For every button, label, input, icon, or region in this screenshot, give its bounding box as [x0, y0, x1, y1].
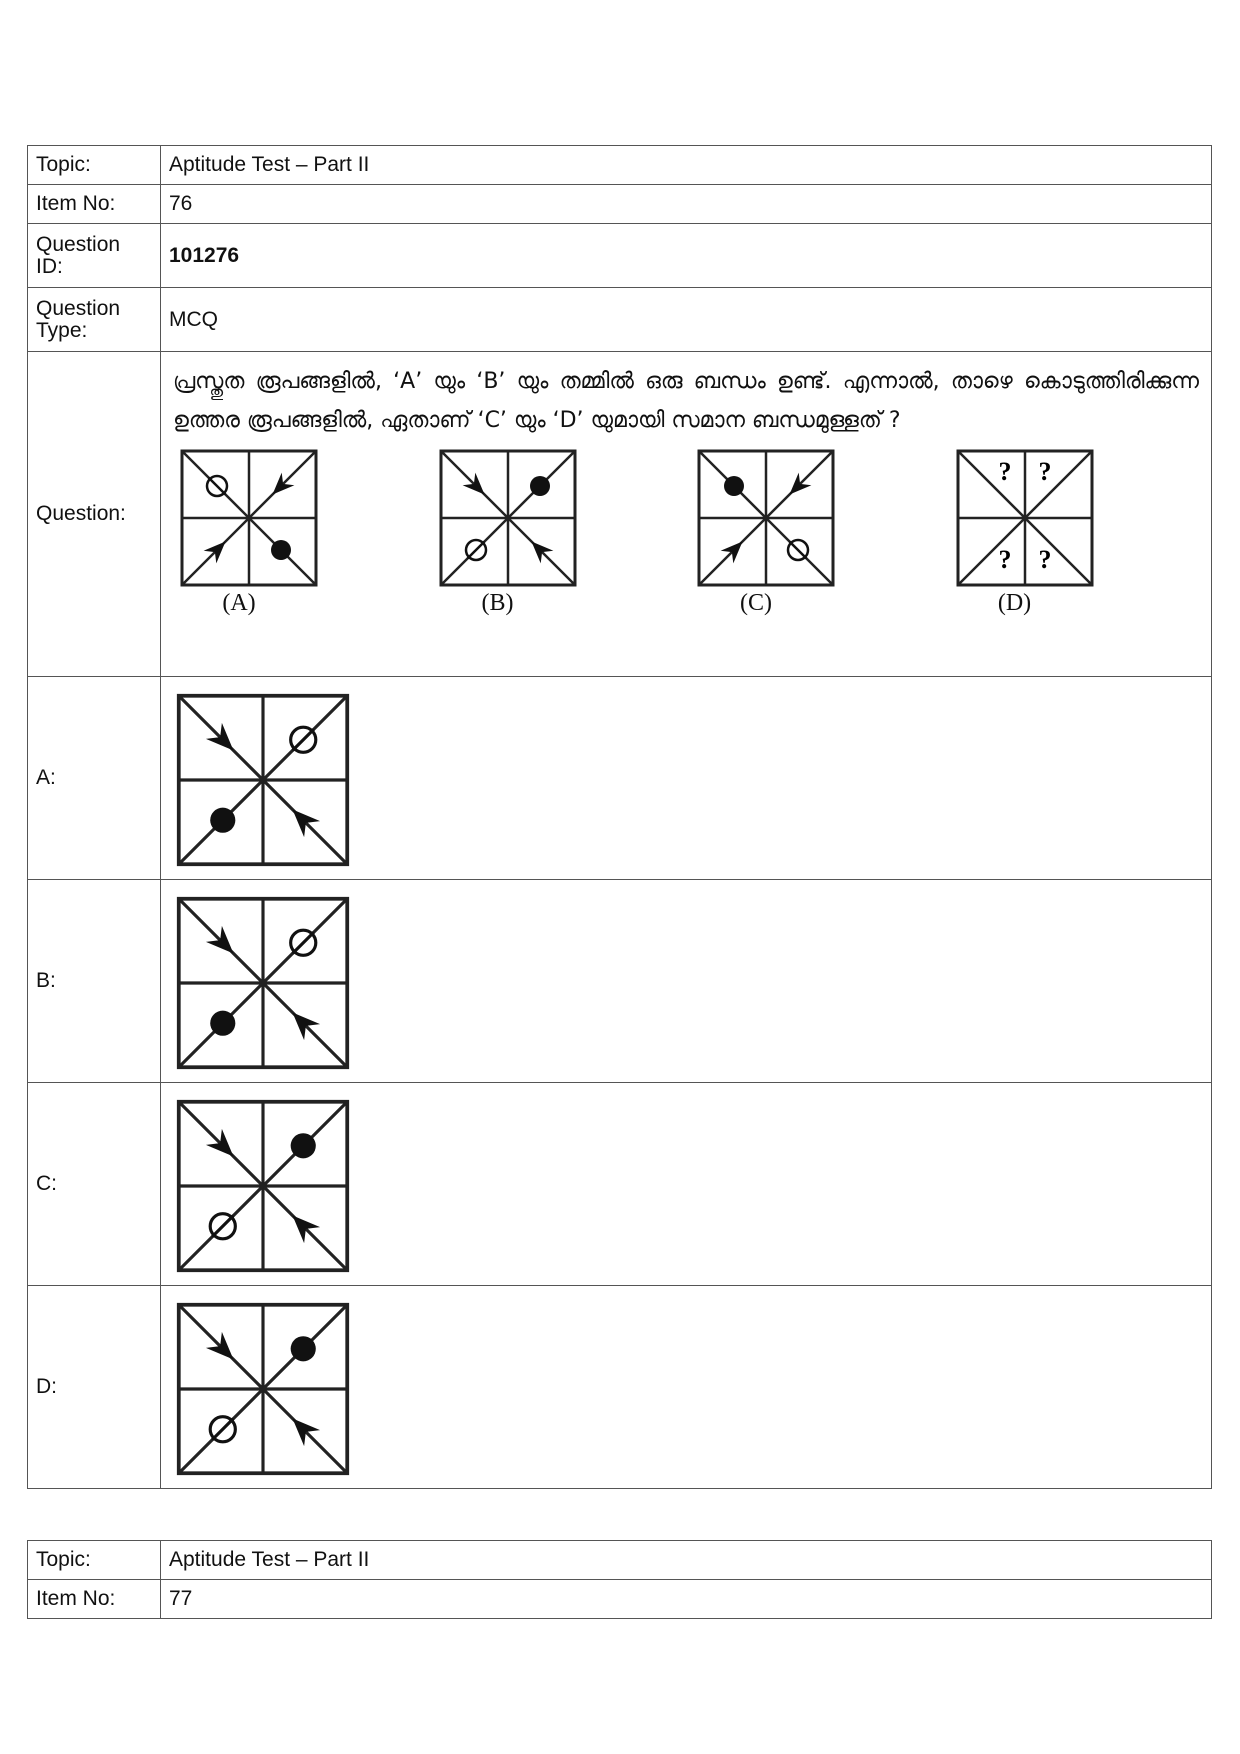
question-id-row — [28, 224, 1212, 288]
question-label: Question: — [28, 352, 161, 677]
question-mark-tl: ? — [998, 457, 1011, 486]
question-table-77 — [27, 1540, 1212, 1619]
option-d-diagram[interactable] — [175, 1301, 351, 1477]
figure-d-label: (D) — [997, 590, 1032, 616]
figure-b — [428, 448, 687, 617]
figure-c — [686, 448, 945, 617]
topic-row — [28, 146, 1212, 185]
topic-label-77: Topic: — [28, 1541, 161, 1580]
question-table-76 — [27, 145, 1212, 1489]
filled-circle — [530, 476, 550, 496]
topic-value: Aptitude Test – Part II — [161, 146, 1212, 185]
filled-circle — [210, 808, 235, 833]
question-id-value: 101276 — [161, 224, 1212, 288]
question-row — [28, 352, 1212, 677]
question-mark-br: ? — [1038, 545, 1051, 574]
option-b-label: B: — [28, 880, 161, 1083]
option-b-diagram[interactable] — [175, 895, 351, 1071]
item-no-label: Item No: — [28, 185, 161, 224]
option-d-content[interactable] — [161, 1286, 1212, 1489]
topic-value-77: Aptitude Test – Part II — [161, 1541, 1212, 1580]
item-no-label-77: Item No: — [28, 1580, 161, 1619]
figure-a — [169, 448, 428, 617]
figure-a-diagram — [179, 448, 319, 588]
item-no-value: 76 — [161, 185, 1212, 224]
question-text: പ്രസ്തുത രൂപങ്ങളിൽ, ‘A’ യും ‘B’ യും തമ്മിൽ ഒരു ബന്ധം ഉണ്ട്. എന്നാൽ, താഴെ കൊടുത്തിരിക്കുന്ന ഉത്തര രൂപങ്ങളിൽ, ഏതാണ് ‘C’ യും ‘D’ യുമായി സമാന ബന്ധമുള്ളത് ? — [173, 369, 1199, 433]
item-no-row-77 — [28, 1580, 1212, 1619]
topic-label: Topic: — [28, 146, 161, 185]
option-d-label: D: — [28, 1286, 161, 1489]
question-mark-tr: ? — [1038, 457, 1051, 486]
option-b-content[interactable] — [161, 880, 1212, 1083]
figure-c-label: (C) — [740, 590, 772, 616]
item-no-row — [28, 185, 1212, 224]
option-a-content[interactable] — [161, 677, 1212, 880]
figure-c-diagram — [696, 448, 836, 588]
filled-circle — [291, 1336, 316, 1361]
question-content — [161, 352, 1212, 677]
option-a-diagram[interactable] — [175, 692, 351, 868]
question-figures — [169, 448, 1203, 617]
question-type-row — [28, 288, 1212, 352]
question-type-value: MCQ — [161, 288, 1212, 352]
option-c-content[interactable] — [161, 1083, 1212, 1286]
filled-circle — [271, 540, 291, 560]
topic-row-77 — [28, 1541, 1212, 1580]
question-type-label: Question Type: — [28, 288, 161, 352]
option-c-label: C: — [28, 1083, 161, 1286]
option-a-row — [28, 677, 1212, 880]
figure-b-label: (B) — [481, 590, 514, 616]
filled-circle — [291, 1133, 316, 1158]
option-a-label: A: — [28, 677, 161, 880]
option-d-row — [28, 1286, 1212, 1489]
filled-circle — [210, 1011, 235, 1036]
figure-d — [945, 448, 1204, 617]
option-c-diagram[interactable] — [175, 1098, 351, 1274]
question-id-label: Question ID: — [28, 224, 161, 288]
item-no-value-77: 77 — [161, 1580, 1212, 1619]
option-b-row — [28, 880, 1212, 1083]
figure-a-label: (A) — [222, 590, 256, 616]
question-mark-bl: ? — [998, 545, 1011, 574]
filled-circle — [724, 476, 744, 496]
option-c-row — [28, 1083, 1212, 1286]
figure-d-diagram — [955, 448, 1095, 588]
figure-b-diagram — [438, 448, 578, 588]
